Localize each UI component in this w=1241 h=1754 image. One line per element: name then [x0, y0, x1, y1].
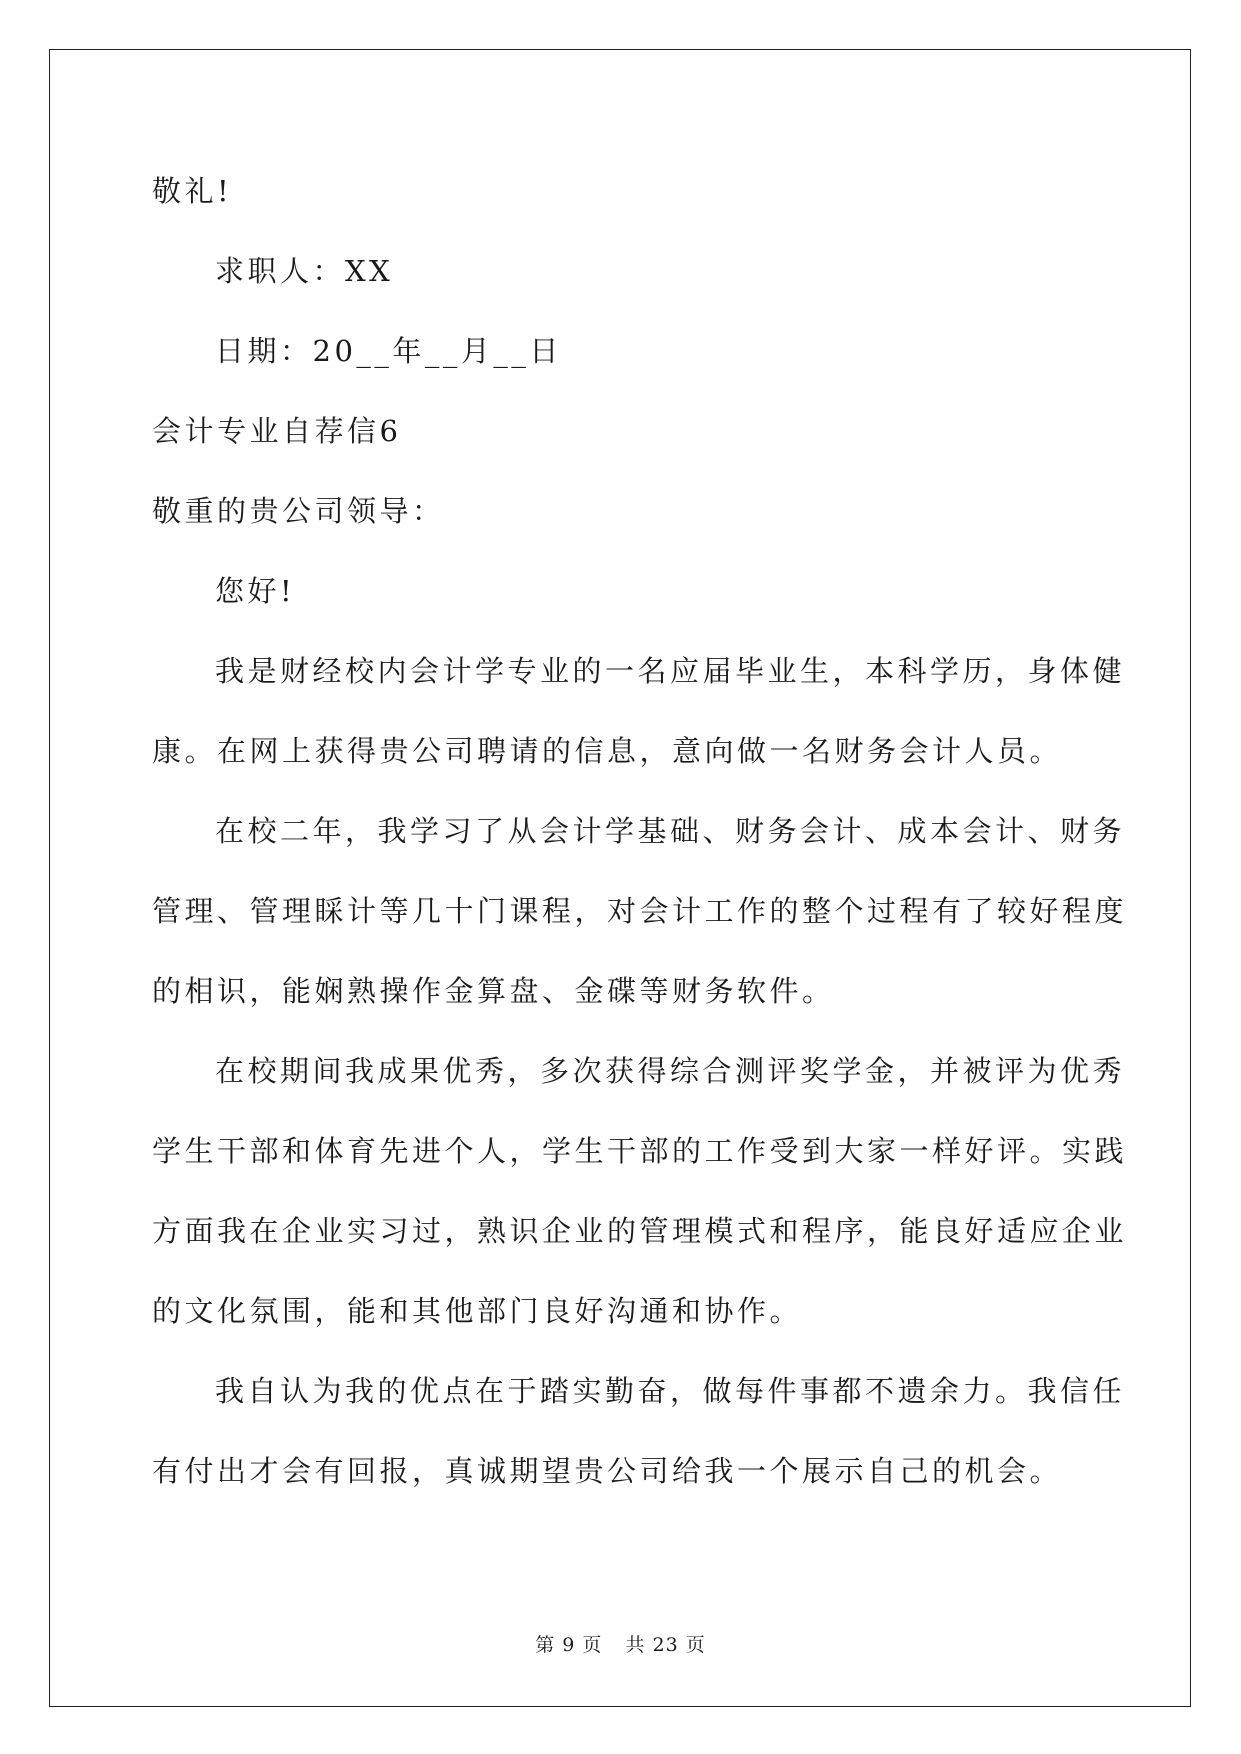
- text-line: 在校期间我成果优秀，多次获得综合测评奖学金，并被评为优秀: [215, 1054, 1126, 1088]
- text-line: 在校二年，我学习了从会计学基础、财务会计、成本会计、财务: [215, 814, 1126, 848]
- text-line: 我是财经校内会计学专业的一名应届毕业生，本科学历，身体健: [215, 654, 1126, 688]
- text-line: 的文化氛围，能和其他部门良好沟通和协作。: [152, 1294, 803, 1328]
- text-line: 学生干部和体育先进个人，学生干部的工作受到大家一样好评。实践: [152, 1134, 1128, 1168]
- text-line: 敬礼!: [152, 174, 233, 208]
- text-line: 求职人：XX: [215, 254, 394, 288]
- page-total: 共 23 页: [625, 1634, 706, 1656]
- text-line: 康。在网上获得贵公司聘请的信息，意向做一名财务会计人员。: [152, 734, 1063, 768]
- text-line: 的相识，能娴熟操作金算盘、金碟等财务软件。: [152, 974, 835, 1008]
- text-line: 管理、管理睬计等几十门课程，对会计工作的整个过程有了较好程度: [152, 894, 1128, 928]
- text-line: 敬重的贵公司领导：: [152, 494, 445, 528]
- text-line: 会计专业自荐信6: [152, 414, 402, 448]
- text-line: 有付出才会有回报，真诚期望贵公司给我一个展示自己的机会。: [152, 1454, 1063, 1488]
- text-line: 我自认为我的优点在于踏实勤奋，做每件事都不遗余力。我信任: [215, 1374, 1126, 1408]
- text-line: 日期：20__年__月__日: [215, 334, 562, 368]
- text-line: 您好!: [215, 574, 296, 608]
- page-number: 第 9 页: [535, 1634, 603, 1656]
- text-line: 方面我在企业实习过，熟识企业的管理模式和程序，能良好适应企业: [152, 1214, 1128, 1248]
- page-footer: [0, 1630, 1241, 1657]
